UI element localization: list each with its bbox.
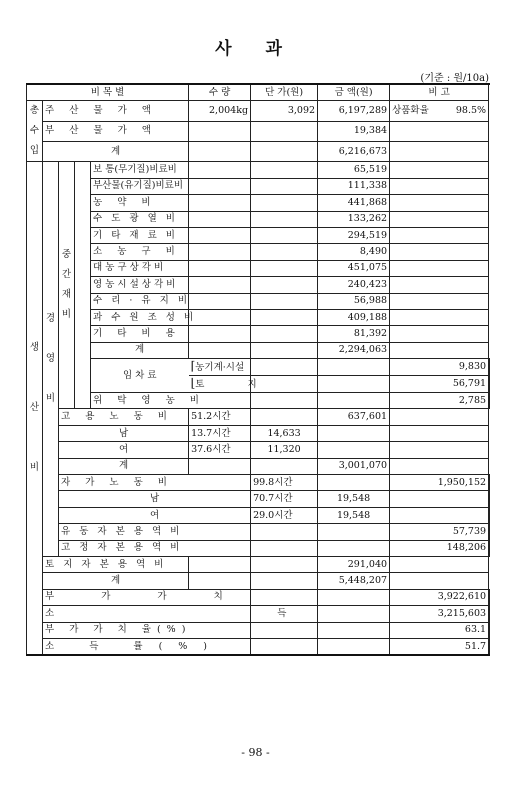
row-label: 계 xyxy=(43,573,189,589)
table-row xyxy=(27,606,490,622)
row-qty: 2,004kg xyxy=(189,101,251,121)
table-row xyxy=(27,178,490,194)
row-amount: 65,519 xyxy=(318,162,390,178)
table-row xyxy=(27,393,490,409)
table-row xyxy=(27,121,490,141)
row-label: 소 득 xyxy=(43,606,251,622)
table-row xyxy=(27,573,490,589)
table-row xyxy=(27,101,490,121)
row-amount: 294,519 xyxy=(318,227,390,243)
group-operating-cost: 경영비 xyxy=(43,162,59,557)
row-amount: 81,392 xyxy=(318,326,390,342)
row-amount: 240,423 xyxy=(318,277,390,293)
row-amount: 409,188 xyxy=(318,309,390,325)
row-amount: 9,830 xyxy=(390,359,489,376)
row-amount: 19,384 xyxy=(318,121,390,141)
table-row xyxy=(27,142,490,162)
table-row xyxy=(27,475,490,491)
table-row xyxy=(27,491,490,507)
row-price: 11,320 xyxy=(251,442,318,458)
header-row xyxy=(27,84,490,101)
table-row xyxy=(27,589,490,605)
row-label: 남 xyxy=(59,491,251,507)
row-label: 부 가 가 치 xyxy=(43,589,251,605)
row-qty: 51.2시간 xyxy=(189,409,251,425)
row-label: 고 용 노 동 비 xyxy=(59,409,189,425)
row-label: 자 가 노 동 비 xyxy=(59,475,251,491)
row-label: 여 xyxy=(59,442,189,458)
row-label: 부 가 가 치 율(%) xyxy=(43,622,251,638)
row-amount: 3,922,610 xyxy=(390,589,489,605)
row-amount: 5,448,207 xyxy=(318,573,390,589)
row-amount: 3,001,070 xyxy=(318,458,390,474)
row-price: 19,548 xyxy=(318,491,390,507)
row-label: ⌈농기계·시설 xyxy=(189,359,251,376)
row-amount: 6,197,289 xyxy=(318,101,390,121)
row-label: 남 xyxy=(59,425,189,441)
table-row xyxy=(27,227,490,243)
table-row xyxy=(27,458,490,474)
table-row xyxy=(27,326,490,342)
row-label: 여 xyxy=(59,507,251,523)
group-production-cost: 생산비 xyxy=(27,162,43,655)
table-row xyxy=(27,342,490,358)
row-label: 과 수 원 조 성 비 xyxy=(91,309,189,325)
table-row xyxy=(27,211,490,227)
row-amount: 8,490 xyxy=(318,244,390,260)
table-row xyxy=(27,359,490,376)
table-row xyxy=(27,277,490,293)
row-label: 주 산 물 가 액 xyxy=(43,101,189,121)
row-label: 소 농 구 비 xyxy=(91,244,189,260)
row-qty: 37.6시간 xyxy=(189,442,251,458)
row-amount: 148,206 xyxy=(390,540,489,556)
row-label: 토 지 자 본 용 역 비 xyxy=(43,556,189,572)
table-row xyxy=(27,309,490,325)
header-amount: 금 액(원) xyxy=(318,84,390,101)
row-label: 계 xyxy=(43,142,189,162)
group-intermediate-cost: 중간재비 xyxy=(59,162,75,409)
table-row xyxy=(27,540,490,556)
row-amount: 63.1 xyxy=(390,622,489,638)
header-remark: 비 고 xyxy=(390,84,489,101)
row-label: 기 타 비 용 xyxy=(91,326,189,342)
row-qty: 13.7시간 xyxy=(189,425,251,441)
row-amount: 51.7 xyxy=(390,638,489,655)
row-amount: 441,868 xyxy=(318,195,390,211)
row-label: 수 도 광 열 비 xyxy=(91,211,189,227)
row-amount: 3,215,603 xyxy=(390,606,489,622)
row-amount: 56,988 xyxy=(318,293,390,309)
row-label: 대 농 구 상 각 비 xyxy=(91,260,189,276)
cost-table xyxy=(26,83,490,656)
table-row xyxy=(27,293,490,309)
table-row xyxy=(27,556,490,572)
row-qty: 99.8시간 xyxy=(251,475,318,491)
table-row xyxy=(27,507,490,523)
rent-label: 임 차 료 xyxy=(91,359,189,393)
table-row xyxy=(27,162,490,178)
table-row xyxy=(27,442,490,458)
table-row xyxy=(27,622,490,638)
row-label: 영 농 시 설 상 각 비 xyxy=(91,277,189,293)
row-label: 농 약 비 xyxy=(91,195,189,211)
row-amount: 133,262 xyxy=(318,211,390,227)
row-label: 부산물(유기질)비료비 xyxy=(91,178,189,194)
row-price: 3,092 xyxy=(251,101,318,121)
table-row xyxy=(27,524,490,540)
row-label: ⌊토 지 xyxy=(189,376,251,393)
row-label: 기 타 재 료 비 xyxy=(91,227,189,243)
header-qty: 수 량 xyxy=(189,84,251,101)
row-label: 계 xyxy=(59,458,189,474)
row-remark xyxy=(390,101,489,121)
row-amount: 2,785 xyxy=(390,393,489,409)
table-row xyxy=(27,409,490,425)
row-amount: 291,040 xyxy=(318,556,390,572)
row-label: 계 xyxy=(91,342,189,358)
page-number: - 98 - xyxy=(241,746,270,759)
row-qty: 70.7시간 xyxy=(251,491,318,507)
row-amount: 2,294,063 xyxy=(318,342,390,358)
row-amount: 57,739 xyxy=(390,524,489,540)
row-amount: 111,338 xyxy=(318,178,390,194)
table-row xyxy=(27,244,490,260)
page-title: 사 과 xyxy=(215,39,296,59)
row-amount: 637,601 xyxy=(318,409,390,425)
row-amount: 451,075 xyxy=(318,260,390,276)
row-label: 소 득 률(%) xyxy=(43,638,251,655)
row-label: 고 정 자 본 용 역 비 xyxy=(59,540,251,556)
row-label: 위 탁 영 농 비 xyxy=(91,393,251,409)
row-label: 유 동 자 본 용 역 비 xyxy=(59,524,251,540)
table-row xyxy=(27,638,490,655)
unit-note: (기준 : 원/10a) xyxy=(420,73,489,84)
row-label: 보 통(무기질)비료비 xyxy=(91,162,189,178)
header-item: 비 목 별 xyxy=(27,84,189,101)
row-price: 19,548 xyxy=(318,507,390,523)
row-amount: 6,216,673 xyxy=(318,142,390,162)
row-price: 14,633 xyxy=(251,425,318,441)
row-label: 수 리 · 유 지 비 xyxy=(91,293,189,309)
row-amount: 1,950,152 xyxy=(390,475,489,491)
row-amount: 56,791 xyxy=(390,376,489,393)
header-price: 단 가(원) xyxy=(251,84,318,101)
group-total-income: 총수입 xyxy=(27,101,43,162)
table-row xyxy=(27,195,490,211)
remark-value: 98.5% xyxy=(455,105,487,117)
row-label: 부 산 물 가 액 xyxy=(43,121,189,141)
remark-label: 상품화율 xyxy=(392,105,429,117)
table-row xyxy=(27,425,490,441)
table-row xyxy=(27,260,490,276)
row-qty: 29.0시간 xyxy=(251,507,318,523)
